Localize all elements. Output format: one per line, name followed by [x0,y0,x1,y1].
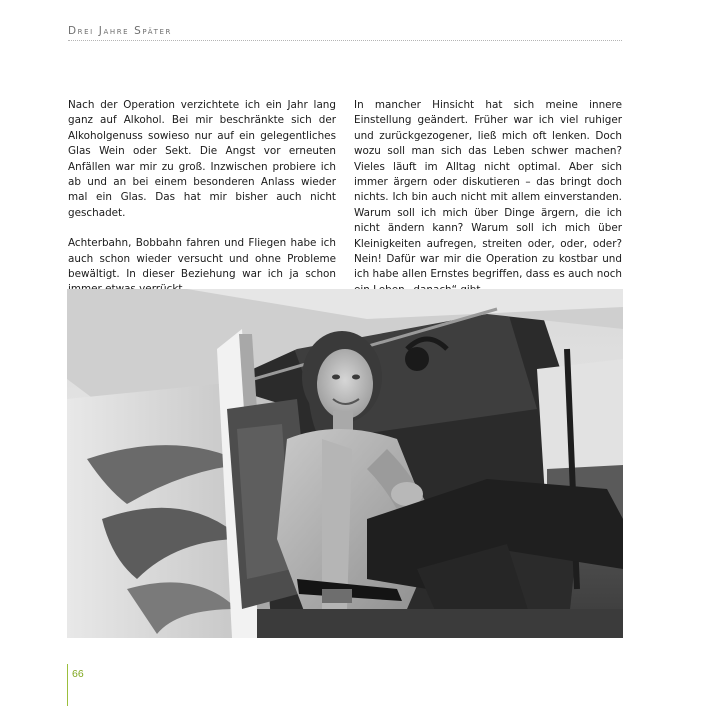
paragraph: Nach der Operation verzichtete ich ein Jahr lang ganz auf Alkohol. Bei mir beschränkte sich der Alkoholgenuss sowieso nur auf ein gelegentliches Glas Wein oder Sekt. Die Angst vor erneuten Anfällen war mir zu groß. Inzwischen probiere ich ab und an bei einem besonderen Anlass wieder mal ein Glas. Das hat mir bisher auch nicht geschadet. [68,99,336,219]
paragraph: Achterbahn, Bobbahn fahren und Fliegen habe ich auch schon wieder versucht und ohne Probleme bewältigt. In dieser Beziehung war ich ja schon [68,237,336,281]
paragraph: In mancher Hinsicht hat sich meine innere Einstellung geändert. Früher war ich viel ruhiger und zurückgezogener, ließ mich oft lenken. Doch wozu soll man sich das Leben schwer machen? Vieles läuft im Alltag nicht optimal. Aber sich immer ärgern oder diskutieren – das bringt doch nichts. Ich bin auch nicht mit allem einverstanden. Warum soll ich mich über Dinge ärgern, die ich nicht ändern kann? Warum soll ich mich über Kleinigkeiten aufregen, streiten oder, oder, oder? Nein! Dafür war mir die Operation zu kostbar und ich habe allen Ernstes begriffen, dass es auch noch [354,99,622,281]
text-column-left [68,98,336,313]
photo-illustration [67,289,623,638]
photo-woman-in-aircraft-cockpit [67,289,623,638]
page-number-rule [67,664,68,706]
running-head: Drei Jahre Später [68,25,172,37]
header-rule [68,40,622,41]
page-number: 66 [72,668,84,680]
text-column-right [354,98,622,313]
